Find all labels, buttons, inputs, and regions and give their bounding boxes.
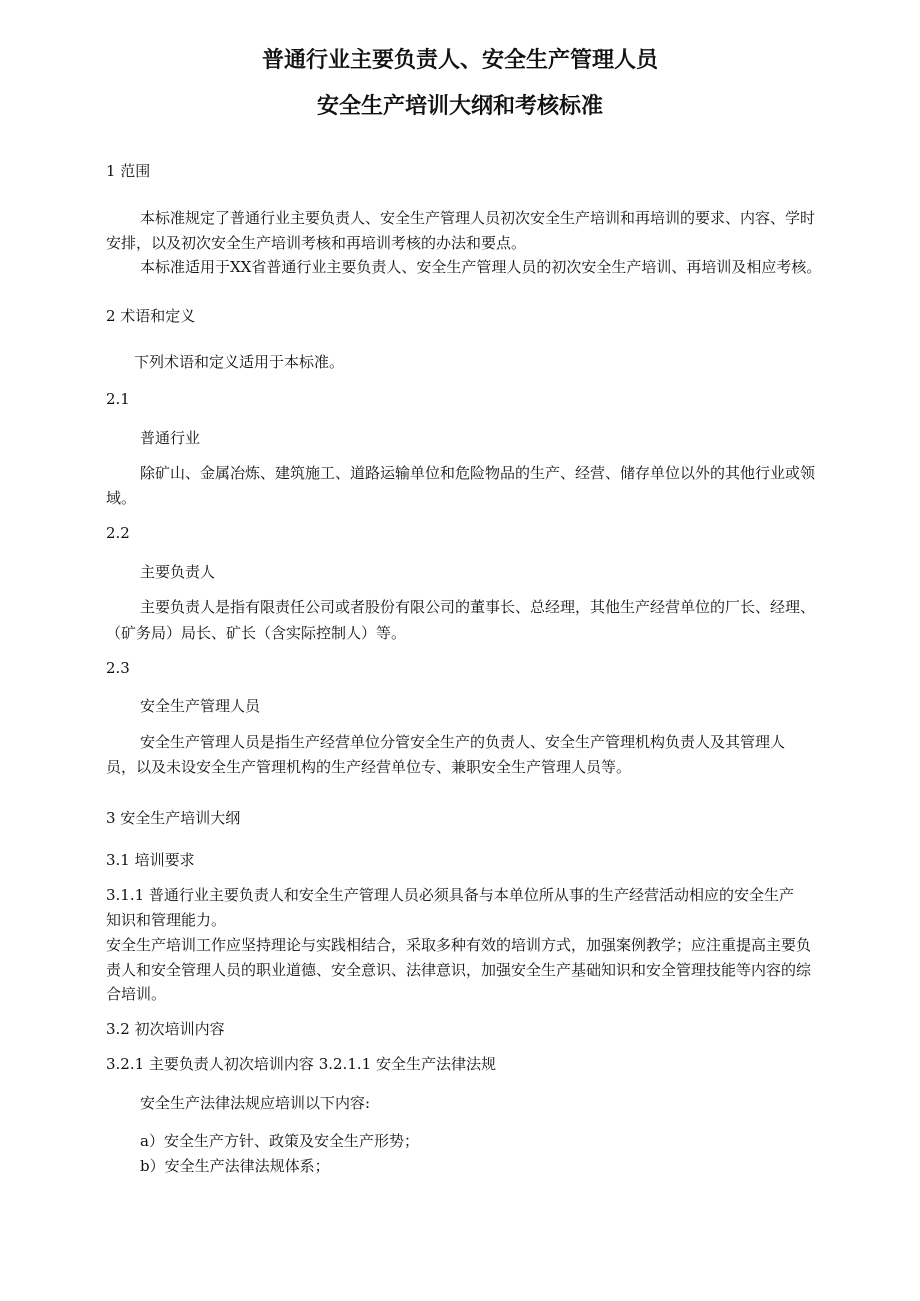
- term-2-2-number: 2.2: [106, 524, 130, 542]
- section-1-paragraph-1-line1: 本标准规定了普通行业主要负责人、安全生产管理人员初次安全生产培训和再培训的要求、内容、学时: [140, 209, 816, 227]
- term-2-3-definition-line2: 员，以及未设安全生产管理机构的生产经营单位专、兼职安全生产管理人员等。: [106, 758, 632, 776]
- term-2-1-definition-line1: 除矿山、金属冶炼、建筑施工、道路运输单位和危险物品的生产、经营、储存单位以外的其他行业或领: [140, 464, 816, 482]
- clause-3-2-1-heading: 3.2.1 主要负责人初次培训内容 3.2.1.1 安全生产法律法规: [106, 1055, 496, 1073]
- section-3-1-paragraph-line2: 责人和安全管理人员的职业道德、安全意识、法律意识，加强安全生产基础知识和安全管理技能等内容的综: [106, 961, 812, 979]
- section-1-paragraph-1-line2: 安排，以及初次安全生产培训考核和再培训考核的办法和要点。: [106, 234, 527, 252]
- term-2-3-definition-line1: 安全生产管理人员是指生产经营单位分管安全生产的负责人、安全生产管理机构负责人及其管理人: [140, 733, 786, 751]
- term-2-2-definition-line1: 主要负责人是指有限责任公司或者股份有限公司的董事长、总经理，其他生产经营单位的厂长、经理、: [140, 598, 816, 616]
- clause-3-1-1-line2: 知识和管理能力。: [106, 911, 227, 929]
- section-3-1-paragraph-line1: 安全生产培训工作应坚持理论与实践相结合，采取多种有效的培训方式，加强案例教学；应注重提高主要负: [106, 936, 812, 954]
- term-2-1-name: 普通行业: [140, 429, 201, 447]
- term-2-3-name: 安全生产管理人员: [140, 697, 261, 715]
- list-item-b: b）安全生产法律法规体系；: [140, 1157, 330, 1175]
- list-item-a: a）安全生产方针、政策及安全生产形势；: [140, 1132, 419, 1150]
- term-2-1-definition-line2: 域。: [106, 489, 137, 507]
- section-3-2-heading: 3.2 初次培训内容: [106, 1020, 225, 1038]
- section-1-heading: 1 范围: [106, 162, 151, 180]
- section-2-intro: 下列术语和定义适用于本标准。: [134, 353, 345, 371]
- document-title-line1: 普通行业主要负责人、安全生产管理人员: [261, 48, 658, 73]
- clause-3-1-1-line1: 3.1.1 普通行业主要负责人和安全生产管理人员必须具备与本单位所从事的生产经营活动相应的安全生产: [106, 886, 794, 904]
- document-title-line2: 安全生产培训大纲和考核标准: [316, 94, 603, 119]
- section-3-heading: 3 安全生产培训大纲: [106, 809, 241, 827]
- section-2-heading: 2 术语和定义: [106, 307, 196, 325]
- section-3-1-heading: 3.1 培训要求: [106, 851, 195, 869]
- section-1-paragraph-2: 本标准适用于XX省普通行业主要负责人、安全生产管理人员的初次安全生产培训、再培训及相应考核。: [140, 258, 822, 276]
- term-2-3-number: 2.3: [106, 659, 130, 677]
- clause-3-2-1-1-intro: 安全生产法律法规应培训以下内容:: [140, 1094, 371, 1112]
- term-2-1-number: 2.1: [106, 390, 130, 408]
- term-2-2-definition-line2: （矿务局）局长、矿长（含实际控制人）等。: [106, 624, 407, 642]
- section-3-1-paragraph-line3: 合培训。: [106, 985, 167, 1003]
- term-2-2-name: 主要负责人: [140, 563, 216, 581]
